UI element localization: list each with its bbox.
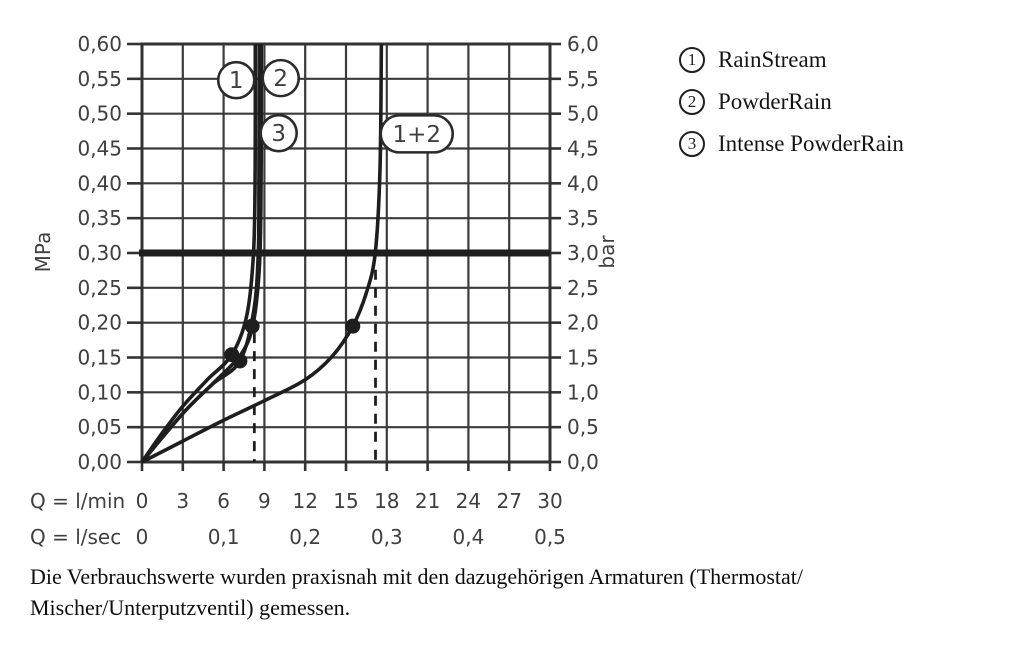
y-right-tick-label: 0,5 [567,415,599,440]
curve-label-2 [263,60,299,96]
legend [679,46,904,172]
curve-label-3 [261,115,297,151]
y-right-tick-label: 4,5 [567,136,599,161]
caption [30,561,980,623]
legend-item-intense-powderrain [679,130,904,157]
x-primary-tick-label: 9 [258,489,271,513]
x-axis-secondary-title: Q = l/sec [30,525,122,549]
x-primary-tick-label: 15 [333,489,359,513]
y-right-tick-label: 1,0 [567,380,599,405]
legend-label: PowderRain [718,88,832,114]
legend-label: RainStream [718,46,827,72]
y-left-tick-label: 0,45 [77,136,122,161]
y-left-tick-label: 0,10 [77,380,122,405]
circled-3-icon: 3 [679,131,705,157]
circled-2-icon: 2 [679,89,705,115]
x-secondary-tick-label: 0,2 [289,525,322,549]
x-primary-tick-label: 21 [414,489,441,513]
y-left-tick-label: 0,55 [77,66,122,91]
label-text: 3 [271,121,287,148]
x-primary-tick-label: 12 [292,489,318,513]
legend-item-powderrain [679,88,904,115]
y-right-tick-label: 5,5 [567,66,599,91]
y-left-tick-label: 0,20 [77,310,122,335]
y-left-axis-title: MPa [31,231,55,273]
y-left-tick-label: 0,35 [77,206,122,231]
y-right-tick-label: 4,0 [567,171,599,196]
caption-line-1: Die Verbrauchswerte wurden praxisnah mit den dazugehörigen Armaturen (Thermostat/ [30,564,803,589]
x-secondary-tick-label: 0,1 [207,525,240,549]
y-left-tick-label: 0,00 [77,450,122,474]
y-right-tick-label: 0,0 [567,450,599,474]
axis-ticks [127,44,561,471]
y-right-tick-label: 3,0 [567,241,599,265]
circled-1-icon: 1 [679,47,705,73]
y-right-tick-label: 2,5 [567,275,599,300]
x-secondary-tick-label: 0,4 [452,525,485,549]
curve-label-1 [218,62,254,98]
x-primary-tick-label: 27 [496,489,522,513]
x-secondary-tick-label: 0,3 [370,525,403,549]
y-right-tick-label: 1,5 [567,345,599,370]
caption-line-2: Mischer/Unterputzventil) gemessen. [30,595,351,620]
y-left-tick-label: 0,05 [77,415,122,440]
x-axis-primary-title: Q = l/min [30,489,126,513]
y-left-tick-label: 0,15 [77,345,122,370]
x-primary-tick-label: 3 [176,489,190,513]
y-left-tick-label: 0,40 [77,171,122,196]
x-primary-tick-label: 30 [537,489,563,513]
y-right-tick-label: 6,0 [567,32,599,56]
label-text: 2 [273,66,289,93]
x-primary-tick-label: 6 [217,489,230,513]
measure-point [245,319,260,334]
y-right-axis-title: bar [595,235,619,269]
y-left-tick-label: 0,25 [77,275,122,300]
y-right-tick-label: 5,0 [567,101,599,126]
measure-point [345,319,360,334]
x-primary-tick-label: 0 [135,489,149,513]
measure-point [232,353,247,368]
label-text: 1 [228,68,244,95]
x-secondary-tick-label: 0,5 [534,525,566,549]
label-text: 1+2 [392,121,441,148]
curve-label-1+2 [381,115,453,152]
x-primary-tick-label: 18 [374,489,400,513]
legend-item-rainstream [679,46,904,73]
x-primary-tick-label: 24 [455,489,482,513]
legend-label: Intense PowderRain [718,130,904,156]
y-right-tick-label: 3,5 [567,206,599,231]
x-secondary-tick-label: 0 [135,525,149,549]
y-left-tick-label: 0,60 [77,32,122,56]
y-left-tick-label: 0,30 [77,241,122,265]
y-left-tick-label: 0,50 [77,101,122,126]
y-right-tick-label: 2,0 [567,310,599,335]
